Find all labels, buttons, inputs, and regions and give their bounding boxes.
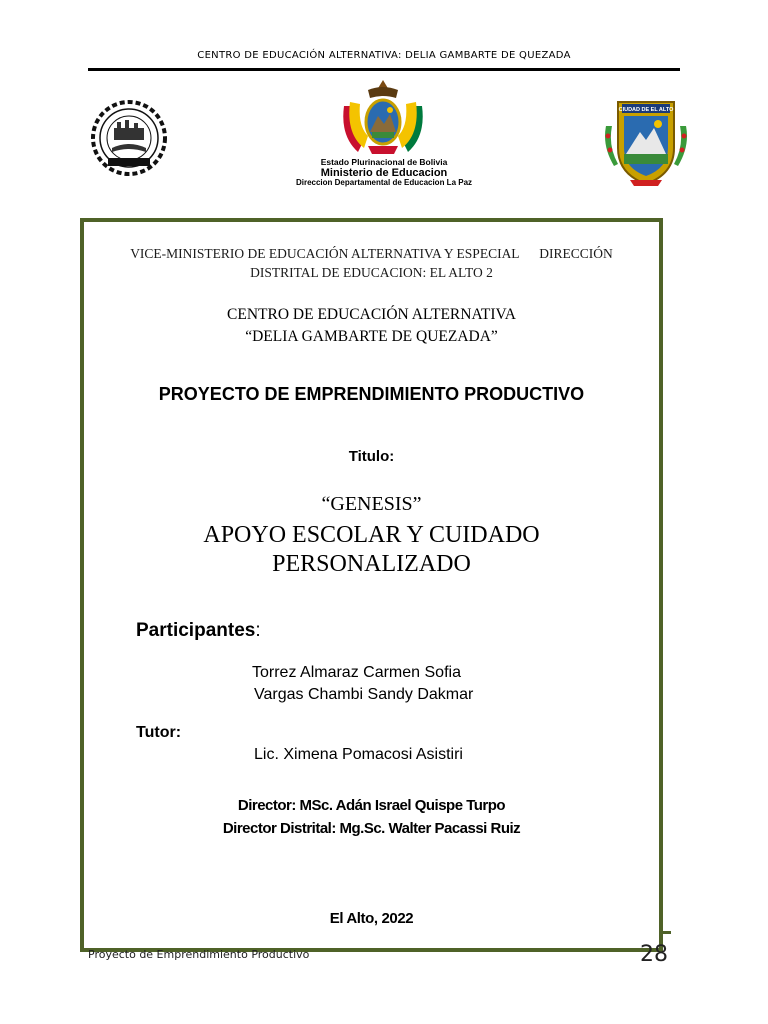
vice-ministry-heading xyxy=(94,244,649,282)
participant-2: Vargas Chambi Sandy Dakmar xyxy=(254,686,474,703)
institution-seal-icon xyxy=(90,96,168,180)
project-title xyxy=(84,521,659,579)
project-name: “GENESIS” xyxy=(321,493,422,515)
title-label: Titulo: xyxy=(348,448,395,465)
coat-of-arms-icon xyxy=(338,76,428,158)
center-name xyxy=(84,304,659,348)
ministry-name-line: Ministerio de Educacion xyxy=(320,167,448,180)
participants-label-colon: : xyxy=(255,620,261,641)
header-rule xyxy=(88,68,680,71)
directors xyxy=(84,794,659,840)
ministry-department-line: Direccion Departamental de Educacion La Paz xyxy=(295,178,473,188)
footer-accent xyxy=(659,931,671,934)
center-name-line-2: “DELIA GAMBARTE DE QUEZADA” xyxy=(245,328,498,345)
participants-label-text: Participantes xyxy=(136,620,256,641)
director-line: Director: MSc. Adán Israel Quispe Turpo xyxy=(237,797,506,814)
center-name-line-1: CENTRO DE EDUCACIÓN ALTERNATIVA xyxy=(227,306,516,323)
district-director-line: Director Distrital: Mg.Sc. Walter Pacassi Ruiz xyxy=(222,820,521,837)
shield-banner-text: CIUDAD DE EL ALTO xyxy=(618,107,674,113)
tutor-label: Tutor: xyxy=(136,724,182,741)
ministry-state-line: Estado Plurinacional de Bolivia xyxy=(320,157,448,167)
ministry-caption xyxy=(284,158,484,188)
vice-ministry-line-2: DISTRITAL DE EDUCACION: EL ALTO 2 xyxy=(250,265,493,280)
cover-frame xyxy=(80,218,663,952)
tutor-name: Lic. Ximena Pomacosi Asistiri xyxy=(254,746,463,763)
participant-1: Torrez Almaraz Carmen Sofia xyxy=(252,664,461,681)
vice-ministry-line-1: VICE-MINISTERIO DE EDUCACIÓN ALTERNATIVA Y ESPECIAL DIRECCIÓN xyxy=(130,246,613,261)
el-alto-shield-icon xyxy=(600,96,692,188)
project-title-line-2: PERSONALIZADO xyxy=(272,551,471,577)
page-number: 28 xyxy=(640,942,668,967)
place-date: El Alto, 2022 xyxy=(329,910,414,927)
project-title-line-1: APOYO ESCOLAR Y CUIDADO xyxy=(203,522,540,548)
running-header: CENTRO DE EDUCACIÓN ALTERNATIVA: DELIA GAMBARTE DE QUEZADA xyxy=(197,50,571,61)
participants-list xyxy=(252,662,473,706)
footer-text: Proyecto de Emprendimiento Productivo xyxy=(88,948,310,961)
participants-label xyxy=(136,620,261,642)
project-type: PROYECTO DE EMPRENDIMIENTO PRODUCTIVO xyxy=(158,384,585,404)
